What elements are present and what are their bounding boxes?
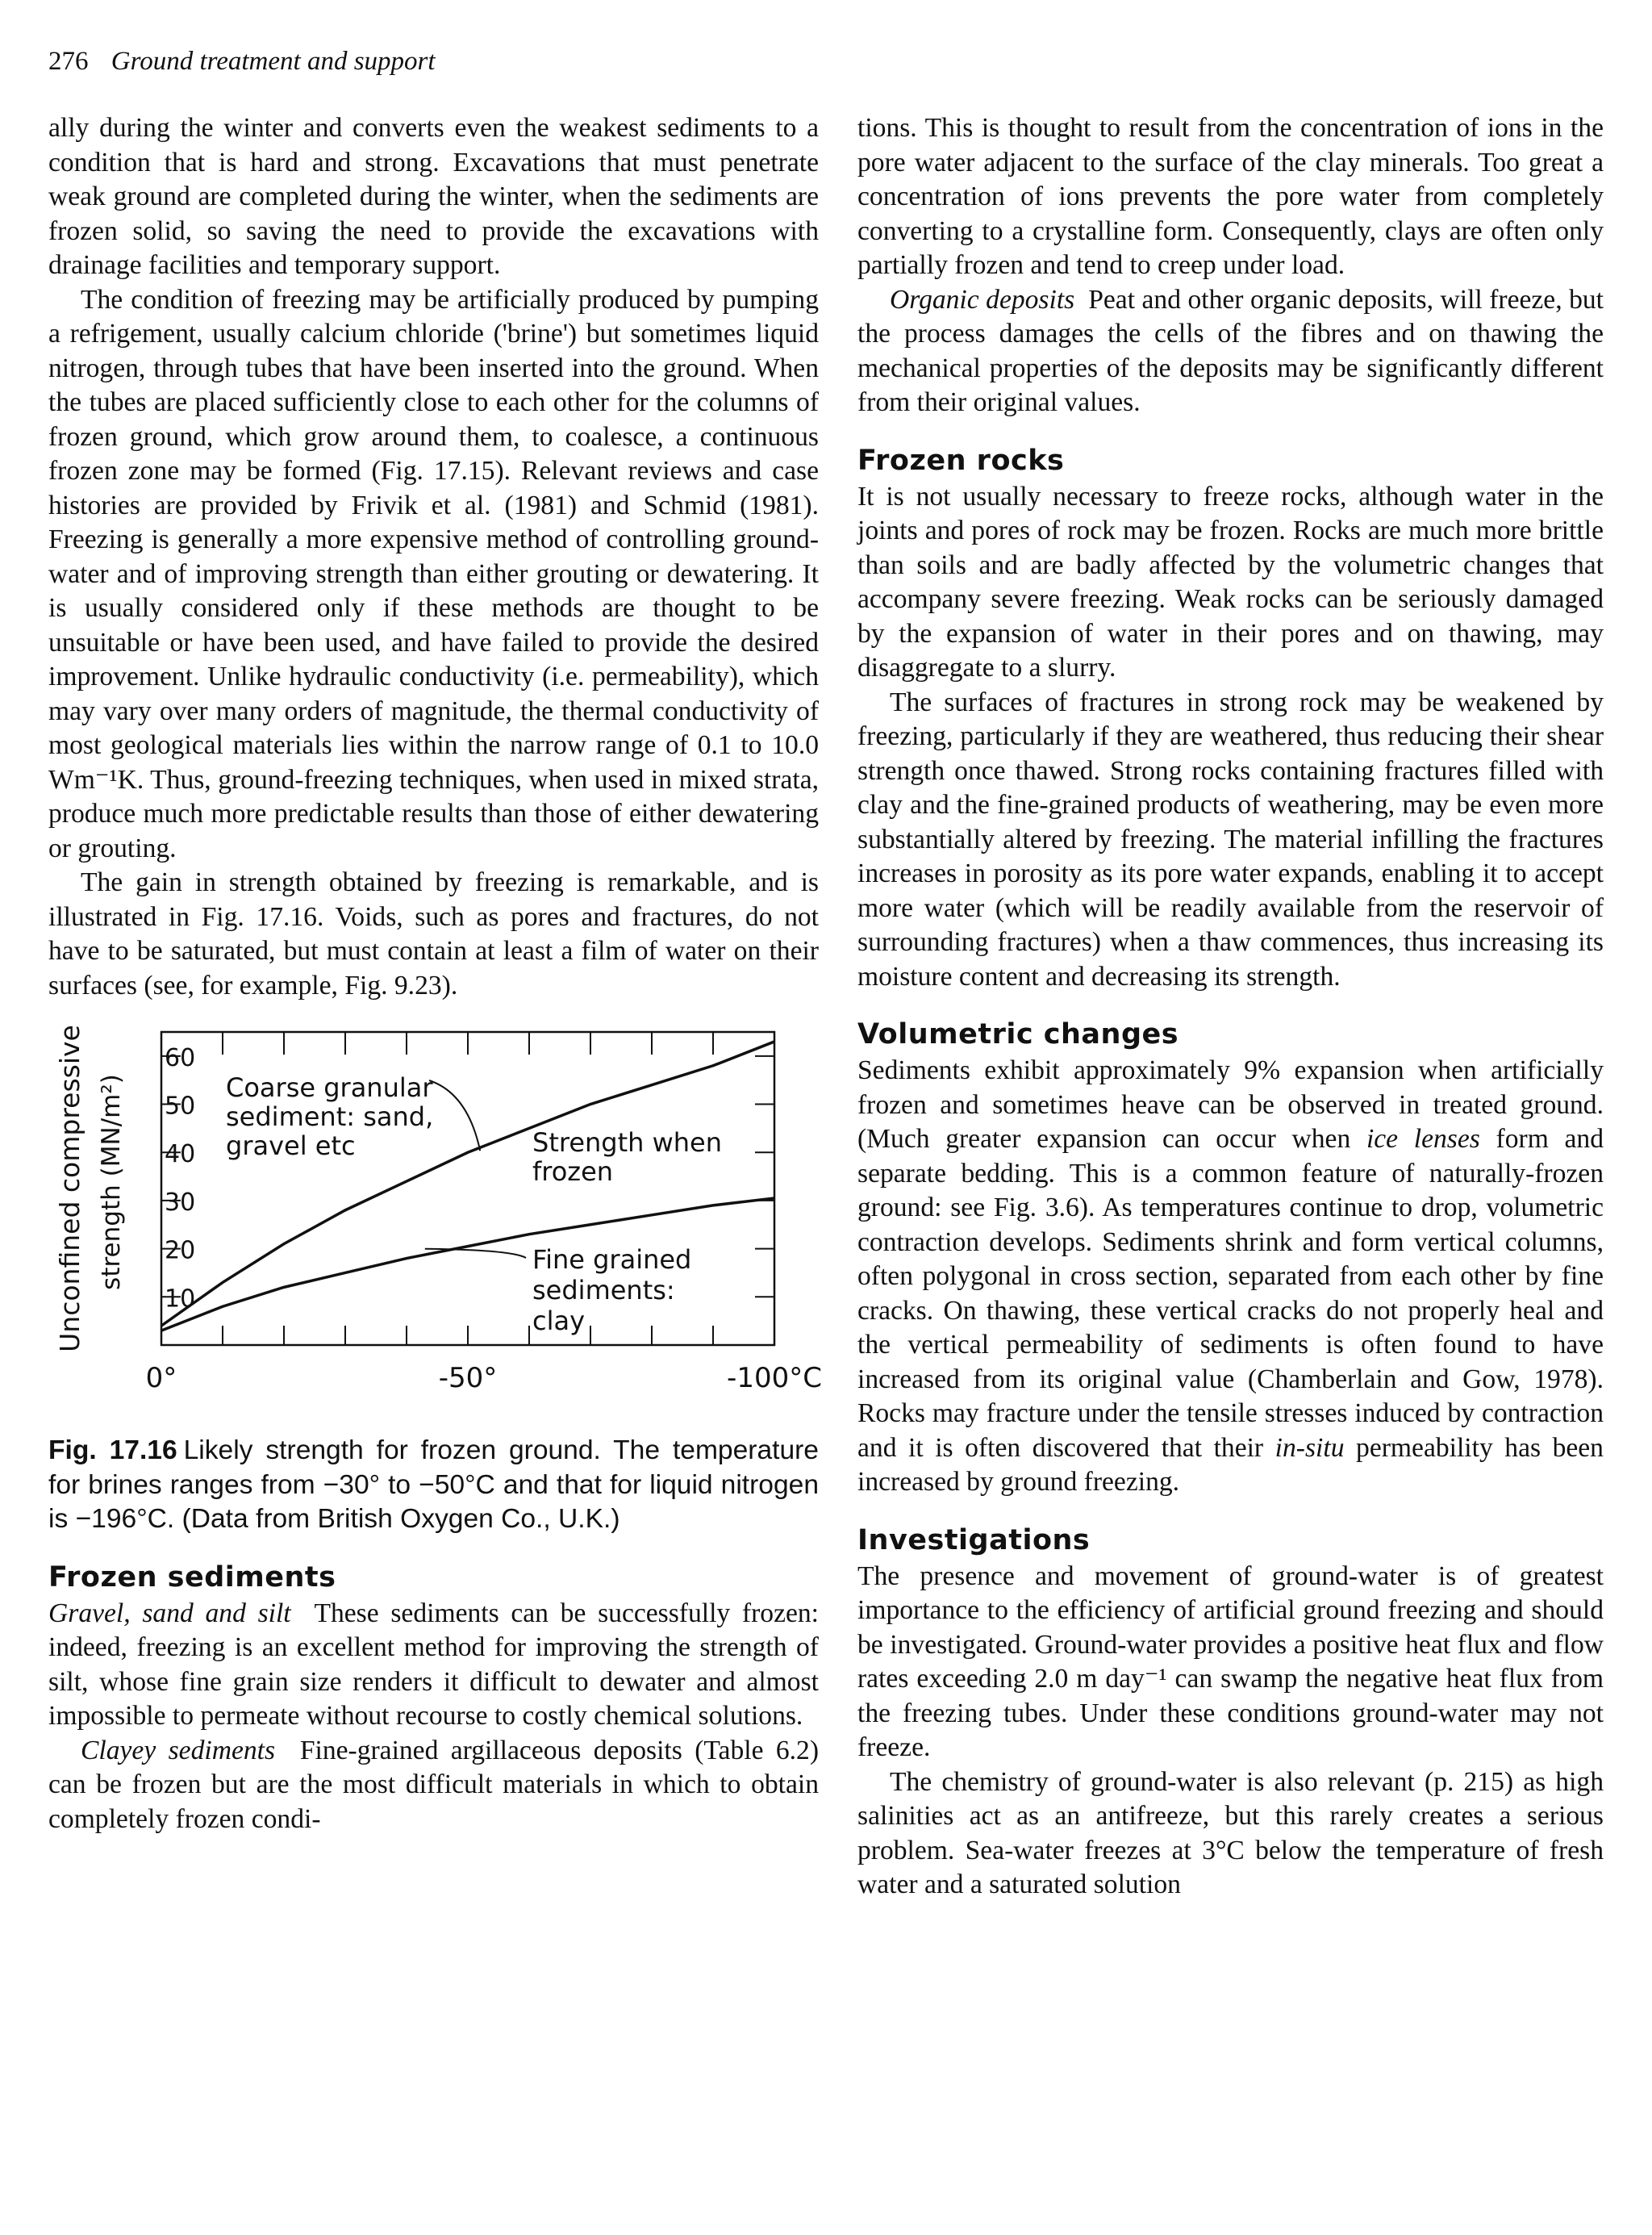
left-paragraph-1: ally during the winter and converts even the weakest sediments to a condition that is hard and strong. Excavations that must penetrate weak ground are completed during the winter, when the sediments are frozen solid, so saving the need to provide the excavations with drainage facilities and temporary support. <box>48 113 819 280</box>
volumetric-italic-ice-lenses: ice lenses <box>1366 1124 1480 1154</box>
gravel-lead: Gravel, sand and silt <box>48 1598 291 1628</box>
y-tick-label: 30 <box>165 1188 196 1217</box>
figure-caption <box>48 1434 819 1537</box>
left-column <box>48 111 822 1836</box>
strength-when-frozen-label: Strength when <box>532 1127 723 1158</box>
clayey-paragraph <box>48 1734 819 1837</box>
y-tick-label: 40 <box>165 1140 196 1169</box>
y-tick-label: 50 <box>165 1092 196 1121</box>
running-head <box>48 47 436 77</box>
x-tick-label: -100°C <box>727 1362 822 1394</box>
heading-frozen-sediments: Frozen sediments <box>48 1560 336 1594</box>
organic-paragraph <box>857 283 1604 420</box>
heading-volumetric-changes: Volumetric changes <box>857 1018 1179 1051</box>
rocks-paragraph-1: It is not usually necessary to freeze rocks, although water in the joints and pores of rock may be frozen. Rocks are much more brittle than soils and are badly affected by the volumetric changes that accompany severe freezing. Weak rocks can be seriously damaged by the expansion of water in their pores and on thawing, may disaggregate to a slurry. <box>857 481 1604 683</box>
x-tick-label: 0° <box>145 1362 177 1394</box>
y-tick-label: 10 <box>165 1285 196 1314</box>
y-tick-label: 20 <box>165 1236 196 1265</box>
right-paragraph-1: tions. This is thought to result from the concentration of ions in the pore water adjacent to the surface of the clay minerals. Too great a concentration of ions prevents the pore water from completely converting to a crystalline form. Consequently, clays are often only partially frozen and tend to creep under load. <box>857 113 1604 280</box>
fine-label-line: clay <box>532 1305 586 1336</box>
coarse-leader-line <box>429 1080 480 1151</box>
heading-frozen-rocks: Frozen rocks <box>857 444 1065 477</box>
left-paragraph-2: The condition of freezing may be artificially produced by pumping a refrigement, usually calcium chloride ('brine') but sometimes liquid nitrogen, through tubes that have been inserted into the ground. When the tubes are placed sufficiently close to each other for the columns of frozen ground, which grow around them, to coalesce, a continuous frozen zone may be formed (Fig. 17.15). Relevant reviews and case histories are provided by Frivik et al. (1981) and Schmid (1981). Freezing is generally a more expensive method of controlling ground-water and of improving strength than either grouting or dewatering. It is usually considered only if these methods are thought to be unsuitable or have been used, and have failed to provide the desired improvement. Unlike hydraulic conductivity (i.e. permeability), which may vary over many orders of magnitude, the thermal conductivity of most geological materials lies within the narrow range of 0.1 to 10.0 Wm⁻¹K. Thus, ground-freezing techniques, when used in mixed strata, produce much more predictable results than those of either dewatering or grouting. <box>48 284 819 863</box>
rocks-paragraph-2: The surfaces of fractures in strong rock may be weakened by freezing, particularly if they are weathered, thus reducing their shear strength once thawed. Strong rocks containing fractures filled with clay and the fine-grained products of weathering, may be even more substantially altered by freezing. The material infilling the fractures increases in porosity as its pore water expands, enabling it to accept more water (which will be readily available from the reservoir of surrounding fractures) when a thaw commences, thus increasing its moisture content and decreasing its strength. <box>857 687 1604 992</box>
gravel-text: These sediments can be successfully frozen: indeed, freezing is an excellent method for improving the strength of silt, whose fine grain size renders it difficult to dewater and almost impossible to permeate without recourse to costly chemical solutions. <box>48 1598 819 1731</box>
heading-investigations: Investigations <box>857 1523 1091 1556</box>
figure-caption-text: Likely strength for frozen ground. The temperature for brines ranges from −30° to −50°C and that for liquid nitrogen is −196°C. (Data from British Oxygen Co., U.K.) <box>48 1435 819 1534</box>
fine-label-line: sediments: <box>532 1275 675 1305</box>
fine-label-line: Fine grained <box>532 1244 692 1275</box>
organic-text: Peat and other organic deposits, will freeze, but the process damages the cells of the fibres and on thawing the mechanical properties of the deposits may be significantly different from their original values. <box>857 284 1604 417</box>
page-number: 276 <box>48 47 89 76</box>
strength-when-frozen-label: frozen <box>532 1156 614 1187</box>
x-tick-label: -50° <box>438 1362 498 1394</box>
y-axis-title-inner: strength (MN/m²) <box>97 1074 126 1290</box>
investigations-paragraph-1: The presence and movement of ground-water is of greatest importance to the efficiency of artificial ground freezing and should be investigated. Ground-water provides a positive heat flux and flow rates exceeding 2.0 m day⁻¹ can swamp the negative heat flux from the freezing tubes. Under these conditions ground-water may not freeze. <box>857 1560 1604 1762</box>
left-paragraph-3: The gain in strength obtained by freezing is remarkable, and is illustrated in Fig. 17.16. Voids, such as pores and fractures, do not have to be saturated, but must contain at least a film of water on their surfaces (see, for example, Fig. 9.23). <box>48 867 819 1001</box>
coarse-label-line: Coarse granular <box>226 1072 433 1103</box>
clayey-text: Fine-grained argillaceous deposits (Table 6.2) can be frozen but are the most difficult materials in which to obtain completely frozen condi- <box>48 1735 820 1834</box>
gravel-paragraph <box>48 1597 819 1734</box>
figure-17-16 <box>48 1022 823 1434</box>
coarse-label-line: gravel etc <box>226 1130 356 1161</box>
organic-lead: Organic deposits <box>890 284 1075 315</box>
volumetric-text-c: permeability has been increased by ground freezing. <box>857 1432 1604 1497</box>
coarse-label-line: sediment: sand, <box>226 1101 434 1132</box>
right-column <box>857 111 1604 1903</box>
volumetric-italic-in-situ: in-situ <box>1274 1432 1345 1463</box>
y-tick-label: 60 <box>165 1043 196 1072</box>
volumetric-text-a: Sediments exhibit approximately 9% expansion when artificially frozen and sometimes heave can be observed in treated ground. (Much greater expansion can occur when <box>857 1055 1604 1154</box>
figure-label: Fig. 17.16 <box>48 1435 177 1465</box>
strength-chart <box>48 1022 823 1434</box>
fine-leader-line <box>425 1249 526 1258</box>
volumetric-text-b: form and separate bedding. This is a common feature of naturally-frozen ground: see Fig. 3.6). As temperatures continue to drop, volumetric contraction develops. Sediments shrink and form vertical columns, often polygonal in cross section, separated from each other by fine cracks. On thawing, these vertical cracks do not properly heal and the vertical permeability of sediments is often found to have increased from its original value (Chamberlain and Gow, 1978). Rocks may fracture under the tensile stresses induced by contraction and it is often discovered that their <box>857 1124 1604 1463</box>
volumetric-paragraph <box>857 1054 1604 1500</box>
y-axis-title-outer: Unconfined compressive <box>54 1025 86 1352</box>
running-title: Ground treatment and support <box>111 47 436 76</box>
investigations-paragraph-2: The chemistry of ground-water is also relevant (p. 215) as high salinities act as an antifreeze, but this rarely creates a serious problem. Sea-water freezes at 3°C below the temperature of fresh water and a saturated solution <box>857 1766 1604 1899</box>
clayey-lead: Clayey sediments <box>81 1735 276 1765</box>
